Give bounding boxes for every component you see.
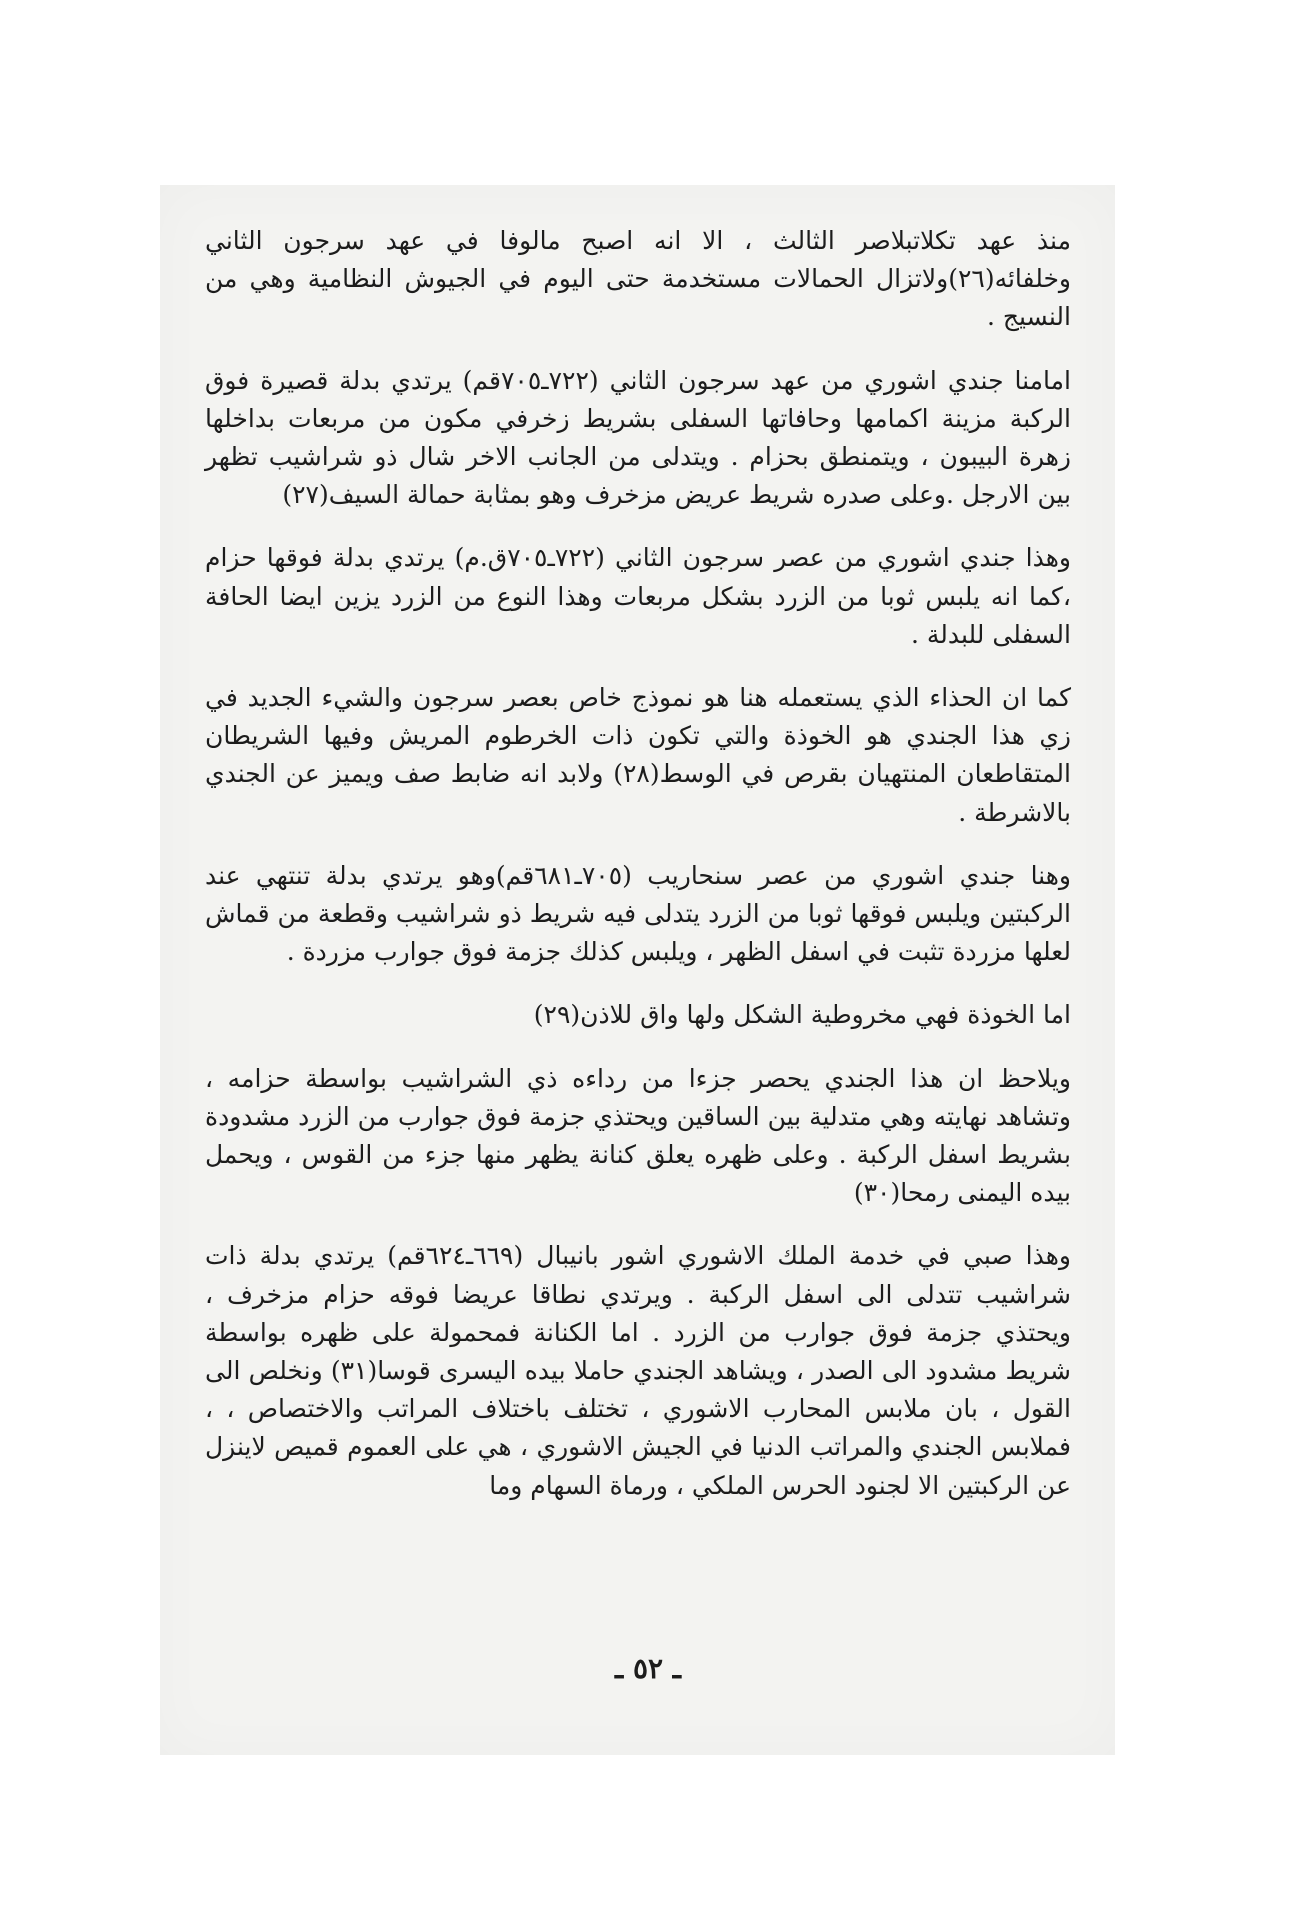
paragraph-3: وهذا جندي اشوري من عصر سرجون الثاني (٧٢٢ـ٧٠٥ق.م) يرتدي بدلة فوقها حزام ،كما انه يلبس ثوبا من الزرد بشكل مربعات وهذا النوع من الزرد يزين ايضا الحافة السفلى للبدلة .	[205, 543, 1071, 649]
paragraph-5: وهنا جندي اشوري من عصر سنحاريب (٧٠٥ـ٦٨١قم)وهو يرتدي بدلة تنتهي عند الركبتين ويلبس فوقها ثوبا من الزرد يتدلى فيه شريط ذو شراشيب وقطعة من قماش لعلها مزردة تثبت في اسفل الظهر ، ويلبس كذلك جزمة فوق جوارب مزردة .	[205, 860, 1071, 967]
paragraph-2: امامنا جندي اشوري من عهد سرجون الثاني (٧٢٢ـ٧٠٥قم) يرتدي بدلة قصيرة فوق الركبة مزينة اكمامها وحافاتها السفلى بشريط زخرفي مكون من مربعات بداخلها زهرة البيبون ، ويتمنطق بحزام . ويتدلى من الجانب الاخر شال ذو شراشيب تظهر بين الارجل .وعلى صدره شريط عريض مزخرف وهو بمثابة حمالة السيف(٢٧)	[205, 365, 1071, 510]
paragraph-6: اما الخوذة فهي مخروطية الشكل ولها واق للاذن(٢٩)	[533, 1000, 1071, 1030]
paragraph-1: منذ عهد تكلاتبلاصر الثالث ، الا انه اصبح مالوفا في عهد سرجون الثاني وخلفائه(٢٦)ولاتزال الحمالات مستخدمة حتى اليوم في الجيوش النظامية وهي من النسيج .	[205, 226, 1071, 332]
paragraph-8: وهذا صبي في خدمة الملك الاشوري اشور بانيبال (٦٦٩ـ٦٢٤قم) يرتدي بدلة ذات شراشيب تتدلى الى اسفل الركبة . ويرتدي نطاقا عريضا فوقه حزام مزخرف ، ويحتذي جزمة فوق جوارب من الزرد . اما الكنانة فمحمولة على ظهره بواسطة شريط مشدود الى الصدر ، ويشاهد الجندي حاملا بيده اليسرى قوسا(٣١) ونخلص الى القول ، بان ملابس المحارب الاشوري ، تختلف باختلاف المراتب والاختصاص ، ، فملابس الجندي والمراتب الدنيا في الجيش الاشوري ، هي على العموم قميص لاينزل عن الركبتين الا لجنود الحرس الملكي ، ورماة السهام وما	[205, 1241, 1071, 1500]
body-text	[205, 222, 1071, 1530]
page-number: ـ ٥٢ ـ	[615, 1652, 681, 1685]
paragraph-7: ويلاحظ ان هذا الجندي يحصر جزءا من رداءه ذي الشراشيب بواسطة حزامه ، وتشاهد نهايته وهي متدلية بين الساقين ويحتذي جزمة فوق جوارب من الزرد مشدودة بشريط اسفل الركبة . وعلى ظهره يعلق كنانة يظهر منها جزء من القوس ، ويحمل بيده اليمنى رمحا(٣٠)	[205, 1063, 1071, 1208]
paragraph-4: كما ان الحذاء الذي يستعمله هنا هو نموذج خاص بعصر سرجون والشيء الجديد في زي هذا الجندي هو الخوذة والتي تكون ذات الخرطوم المريش وفيها الشريطان المتقاطعان المنتهيان بقرص في الوسط(٢٨) ولابد انه ضابط صف ويميز عن الجندي بالاشرطة .	[205, 683, 1071, 827]
